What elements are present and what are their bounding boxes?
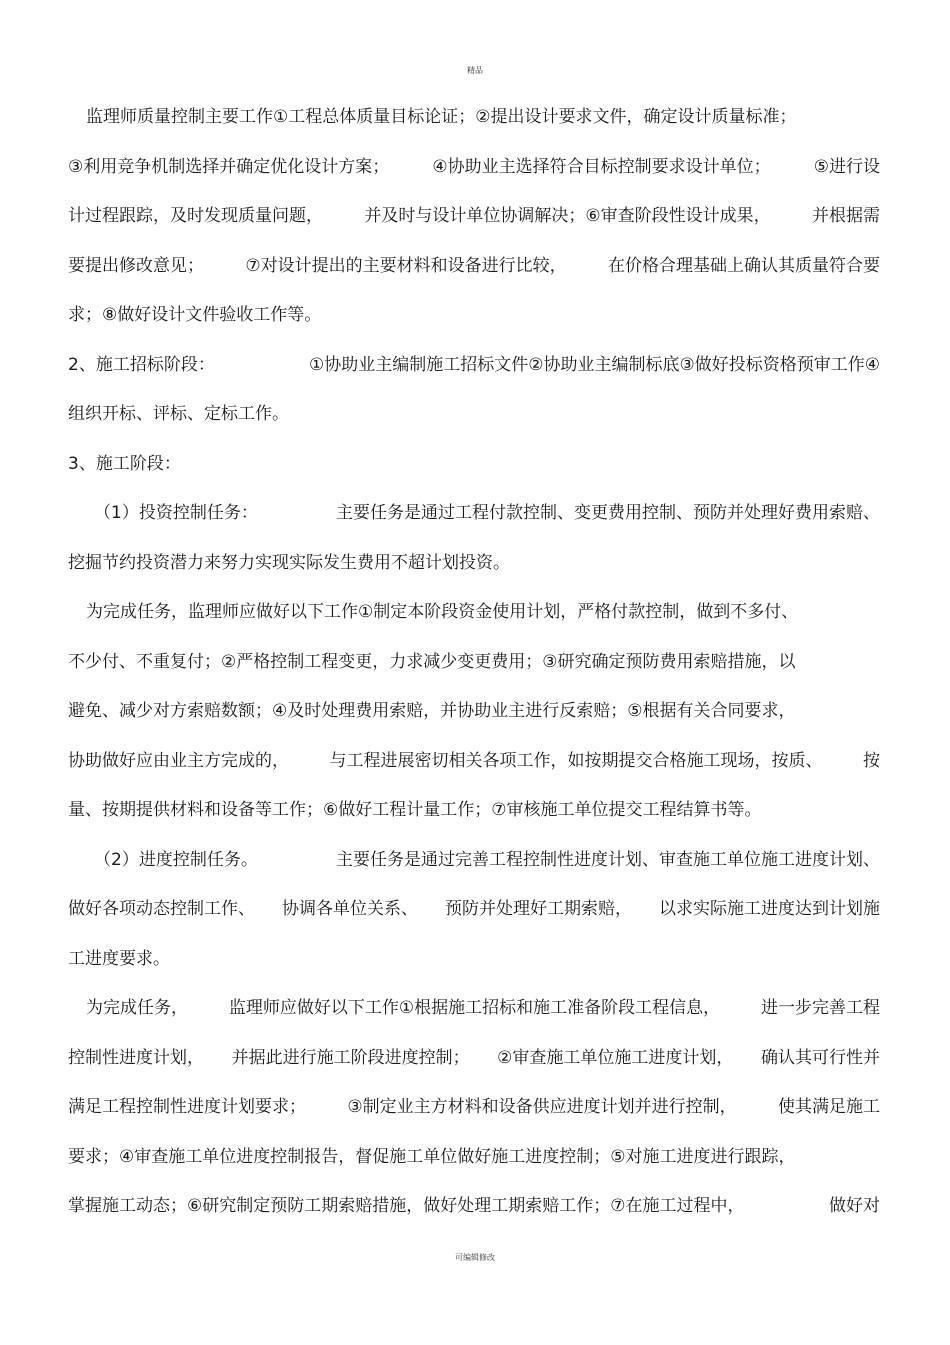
text-line xyxy=(68,448,880,498)
text-segment: 按 xyxy=(863,750,880,771)
text-segment: 掌握施工动态；⑥研究制定预防工期索赔措施，做好处理工期索赔工作；⑦在施工过程中， xyxy=(68,1196,745,1216)
text-segment: 协调各单位关系、 xyxy=(282,899,418,919)
text-segment: 以求实际施工进度达到计划施 xyxy=(659,899,880,919)
text-line xyxy=(68,745,880,795)
text-segment: 避免、减少对方索赔数额；④及时处理费用索赔，并协助业主进行反索赔；⑤根据有关合同要求， xyxy=(68,701,796,721)
text-segment: ①协助业主编制施工招标文件②协助业主编制标底③做好投标资格预审工作④ xyxy=(309,354,880,375)
text-line xyxy=(68,596,880,646)
text-segment: 确认其可行性并 xyxy=(760,1047,880,1068)
text-segment: 工进度要求。 xyxy=(68,948,170,969)
text-segment: 做好对 xyxy=(829,1196,880,1216)
text-segment: 计过程跟踪，及时发现质量问题， xyxy=(68,206,323,226)
text-line xyxy=(68,299,880,349)
text-segment: 协助做好应由业主方完成的， xyxy=(68,750,289,771)
text-segment: 主要任务是通过工程付款控制、变更费用控制、预防并处理好费用索赔、 xyxy=(336,503,880,523)
text-segment: 控制性进度计划， xyxy=(68,1047,204,1068)
text-segment: 并据此进行施工阶段进度控制； xyxy=(231,1047,470,1068)
text-segment: ④协助业主选择符合目标控制要求设计单位； xyxy=(432,156,771,177)
text-line xyxy=(68,646,880,696)
text-line xyxy=(68,497,880,547)
text-segment: 量、按期提供材料和设备等工作；⑥做好工程计量工作；⑦审核施工单位提交工程结算书等。 xyxy=(68,800,762,820)
text-line xyxy=(68,1042,880,1092)
text-segment: 使其满足施工 xyxy=(778,1097,880,1117)
text-segment: 进一步完善工程 xyxy=(761,998,880,1018)
text-segment: 挖掘节约投资潜力来努力实现实际发生费用不超计划投资。 xyxy=(68,552,510,573)
text-line xyxy=(68,1141,880,1191)
text-segment: ③制定业主方材料和设备供应进度计划并进行控制， xyxy=(347,1097,737,1117)
text-line xyxy=(68,349,880,399)
text-segment: 监理师质量控制主要工作①工程总体质量目标论证；②提出设计要求文件，确定设计质量标准； xyxy=(86,107,797,127)
text-segment: 要提出修改意见； xyxy=(68,255,204,276)
page-header: 精品 xyxy=(467,66,483,75)
text-line xyxy=(68,398,880,448)
text-segment: 在价格合理基础上确认其质量符合要 xyxy=(608,255,880,276)
text-line xyxy=(68,1091,880,1141)
text-segment: 要求；④审查施工单位进度控制报告，督促施工单位做好施工进度控制；⑤对施工进度进行跟踪， xyxy=(68,1146,796,1167)
section-heading: 2、施工招标阶段： xyxy=(68,354,215,375)
text-line xyxy=(68,943,880,993)
document-body xyxy=(68,101,880,1240)
section-heading: 3、施工阶段： xyxy=(68,453,181,474)
text-segment: 做好各项动态控制工作、 xyxy=(68,899,255,919)
text-segment: 满足工程控制性进度计划要求； xyxy=(68,1097,306,1117)
text-line xyxy=(68,992,880,1042)
text-segment: 与工程进展密切相关各项工作，如按期提交合格施工现场，按质、 xyxy=(329,750,823,771)
text-line xyxy=(68,250,880,300)
text-segment: 为完成任务， xyxy=(86,998,188,1018)
text-line xyxy=(68,547,880,597)
text-segment: 为完成任务，监理师应做好以下工作①制定本阶段资金使用计划，严格付款控制，做到不多付、 xyxy=(86,602,799,622)
text-segment: 主要任务是通过完善工程控制性进度计划、审查施工单位施工进度计划、 xyxy=(336,849,880,870)
text-line xyxy=(68,794,880,844)
text-segment: ⑦对设计提出的主要材料和设备进行比较， xyxy=(245,255,567,276)
text-segment: ②审查施工单位施工进度计划， xyxy=(497,1047,734,1068)
text-segment: 并根据需 xyxy=(812,206,880,226)
page-footer: 可编辑修改 xyxy=(455,1253,495,1262)
text-line xyxy=(68,1190,880,1240)
text-line xyxy=(68,151,880,201)
text-line xyxy=(68,200,880,250)
subsection-heading: （2）进度控制任务。 xyxy=(94,849,258,870)
text-segment: 不少付、不重复付；②严格控制工程变更，力求减少变更费用；③研究确定预防费用索赔措施，以 xyxy=(68,651,796,672)
text-segment: 监理师应做好以下工作①根据施工招标和施工准备阶段工程信息， xyxy=(228,998,721,1018)
text-segment: 并及时与设计单位协调解决；⑥审查阶段性设计成果， xyxy=(364,206,771,226)
text-segment: 预防并处理好工期索赔， xyxy=(445,899,632,919)
text-segment: ⑤进行设 xyxy=(813,156,880,177)
text-line xyxy=(68,893,880,943)
subsection-heading: （1）投资控制任务： xyxy=(94,503,258,523)
text-segment: ③利用竞争机制选择并确定优化设计方案； xyxy=(68,156,390,177)
text-line xyxy=(68,695,880,745)
text-line xyxy=(68,844,880,894)
text-segment: 组织开标、评标、定标工作。 xyxy=(68,404,289,424)
text-segment: 求；⑧做好设计文件验收工作等。 xyxy=(68,305,322,325)
text-line xyxy=(68,101,880,151)
